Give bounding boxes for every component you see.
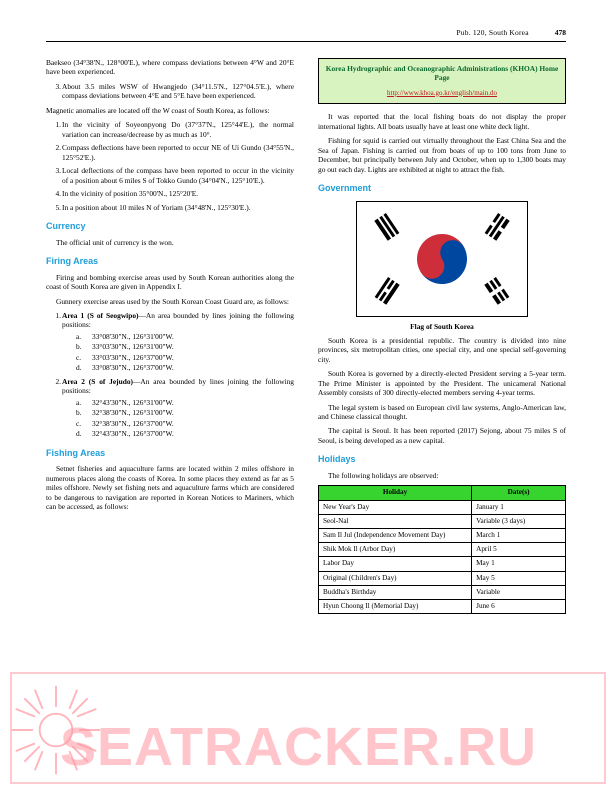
list-marker: 4. <box>55 189 61 199</box>
area-position-list <box>62 332 294 373</box>
area-title: Area 1 (S of Seogwipo) <box>62 311 139 320</box>
flag-figure <box>318 201 566 332</box>
holiday-date: April 5 <box>472 543 566 557</box>
left-column <box>46 58 294 516</box>
holidays-intro: The following holidays are observed: <box>328 470 439 480</box>
table-row <box>319 571 566 585</box>
position-text: 32°43'30"N., 126°37'00"W. <box>92 429 174 439</box>
list-item <box>62 408 294 417</box>
list-marker: 3. <box>55 166 61 176</box>
list-marker: b. <box>76 342 82 352</box>
firing-paragraph-2: Gunnery exercise areas used by the South Korean Coast Guard are, as follows: <box>56 296 289 306</box>
list-text: About 3.5 miles WSW of Hwangjedo (34°11.5'N., 127°04.5'E.), where compass deviations between 4°E and 5°E have been experienced. <box>62 81 294 101</box>
holiday-name: Shik Mok Il (Arbor Day) <box>319 543 472 557</box>
list-marker: 1. <box>55 120 61 130</box>
list-marker: 2. <box>55 143 61 153</box>
page-header <box>46 28 566 37</box>
government-paragraph-1: South Korea is a presidential republic. The country is divided into nine provinces, six metropolitan cities, one special city, and one special self-governing city. <box>318 335 566 364</box>
sun-watermark-icon <box>8 682 104 778</box>
list-text: In the vicinity of Soyeonpyong Do (37°37'N., 125°44'E.), the normal variation can increase/decrease by as much as 10°. <box>62 120 294 139</box>
table-row <box>319 600 566 614</box>
publication-label: Pub. 120, South Korea <box>456 28 529 37</box>
list-item <box>62 429 294 438</box>
list-item <box>62 363 294 372</box>
list-item <box>46 166 294 185</box>
holiday-name: Buddha's Birthday <box>319 585 472 599</box>
list-text: In a position about 10 miles N of Yoriam (34°48'N., 125°30'E.). <box>62 202 251 212</box>
holiday-date: January 1 <box>472 500 566 514</box>
fishing-paragraph-1: Setnet fisheries and aquaculture farms are located within 2 miles offshore in numerous places along the coasts of Korea. In some places they extend as far as 5 miles offshore. Newly set fishing nets and aquaculture farms which are considered to be dangerous to navigation are reported in Korean Notices to Mariners, which can be accessed, as follows: <box>46 464 294 512</box>
watermark-frame <box>10 672 606 784</box>
section-heading-fishing-areas: Fishing Areas <box>46 447 106 458</box>
holiday-date: March 1 <box>472 529 566 543</box>
holiday-name: Hyun Choong Il (Memorial Day) <box>319 600 472 614</box>
south-korea-flag-image <box>356 201 528 317</box>
column-header-dates: Date(s) <box>472 486 566 500</box>
position-text: 33°08'30"N., 126°31'00"W. <box>92 331 174 341</box>
list-marker: c. <box>76 418 82 428</box>
holiday-date: Variable <box>472 585 566 599</box>
list-item <box>46 143 294 162</box>
khoa-url-link[interactable]: http://www.khoa.go.kr/english/main.do <box>387 88 497 97</box>
khoa-homepage-box <box>318 58 566 104</box>
right-column <box>318 58 566 614</box>
list-text: Compass deflections have been reported to occur NE of Ui Gundo (34°55'N., 125°52'E.). <box>62 143 294 162</box>
position-text: 32°38'30"N., 126°37'00"W. <box>92 418 174 428</box>
holiday-name: Original (Children's Day) <box>319 571 472 585</box>
holidays-table <box>318 485 566 614</box>
list-marker: 2. <box>55 376 61 386</box>
khoa-url-wrap <box>325 88 559 98</box>
trigram-geon-icon <box>375 213 400 240</box>
area-title: Area 2 (S of Jejudo) <box>62 376 133 386</box>
area-text: —An area bounded by lines joining the following positions: <box>62 376 295 396</box>
taeguk-symbol <box>407 224 476 293</box>
list-item <box>46 189 294 198</box>
squid-fishing-paragraph: Fishing for squid is carried out virtually throughout the East China Sea and the Sea of Japan. Fishing is carried out from boats of up to 100 tons from June to December, but principally between July and October, when up to 1,300 boats may go out each day. Lights are exhibited at night to attract the fish. <box>318 136 566 174</box>
holiday-name: Sam Il Jul (Independence Movement Day) <box>319 529 472 543</box>
government-paragraph-4: The capital is Seoul. It has been reported (2017) Sejong, about 75 miles S of Seoul, is being developed as a new capital. <box>318 426 566 445</box>
table-row <box>319 543 566 557</box>
table-row <box>319 557 566 571</box>
holiday-date: June 6 <box>472 600 566 614</box>
list-marker: 3. <box>55 81 61 91</box>
position-text: 32°43'30"N., 126°31'00"W. <box>92 397 174 407</box>
section-heading-government: Government <box>318 183 372 194</box>
holiday-date: May 1 <box>472 557 566 571</box>
continued-paragraph: Baekseo (34°38'N., 128°00'E.), where compass deviations between 4°W and 20°E have been experienced. <box>46 58 294 77</box>
table-row <box>319 514 566 528</box>
holiday-date: Variable (3 days) <box>472 514 566 528</box>
list-marker: 5. <box>55 202 61 212</box>
section-heading-holidays: Holidays <box>318 454 356 465</box>
holiday-name: New Year's Day <box>319 500 472 514</box>
page-number: 478 <box>554 28 566 37</box>
flag-caption: Flag of South Korea <box>410 322 474 332</box>
list-item <box>62 353 294 362</box>
list-item <box>46 311 294 373</box>
list-text: In the vicinity of position 35°00'N., 125°20'E. <box>62 189 199 199</box>
khoa-title: Korea Hydrographic and Oceanographic Administrations (KHOA) Home Page <box>325 64 559 83</box>
trigram-ri-icon <box>375 277 400 304</box>
watermark-text: SEATRACKER.RU <box>60 717 538 777</box>
list-item <box>46 203 294 212</box>
position-text: 32°38'30"N., 126°31'00"W. <box>92 408 174 418</box>
section-heading-firing-areas: Firing Areas <box>46 256 99 267</box>
holiday-name: Seol-Nal <box>319 514 472 528</box>
trigram-gam-icon <box>485 213 510 240</box>
table-row <box>319 500 566 514</box>
header-divider <box>46 41 566 42</box>
list-marker: d. <box>76 363 82 373</box>
list-item <box>62 398 294 407</box>
list-item <box>62 419 294 428</box>
gunnery-areas-list <box>46 311 294 439</box>
list-marker: d. <box>76 429 82 439</box>
section-heading-currency: Currency <box>46 221 86 232</box>
column-header-holiday: Holiday <box>319 486 472 500</box>
holiday-name: Labor Day <box>319 557 472 571</box>
holiday-date: May 5 <box>472 571 566 585</box>
list-text: Local deflections of the compass have been reported to occur in the vicinity of a position about 6 miles S of Tokko Gundo (34°04'N., 125°10'E.). <box>62 166 294 185</box>
area-position-list <box>62 398 294 439</box>
compass-deviation-list <box>46 82 294 101</box>
magnetic-anomalies-list <box>46 120 294 212</box>
fishing-lights-paragraph: It was reported that the local fishing boats do not display the proper international lights. All boats usually have at least one white deck light. <box>318 112 566 131</box>
table-row <box>319 529 566 543</box>
position-text: 33°03'30"N., 126°31'00"W. <box>92 342 174 352</box>
list-item <box>62 342 294 351</box>
area-text: —An area bounded by lines joining the following positions: <box>62 311 294 330</box>
list-marker: a. <box>76 331 82 341</box>
firing-paragraph-1: Firing and bombing exercise areas used by South Korean authorities along the coast of South Korea are given in Appendix I. <box>46 272 294 292</box>
currency-paragraph: The official unit of currency is the won. <box>56 237 174 247</box>
magnetic-anomalies-intro: Magnetic anomalies are located off the W coast of South Korea, as follows: <box>46 105 270 115</box>
government-paragraph-3: The legal system is based on European civil law systems, Anglo-American law, and Chinese classical thought. <box>318 402 566 421</box>
list-marker: c. <box>76 352 82 362</box>
list-item <box>62 332 294 341</box>
table-row <box>319 585 566 599</box>
list-item <box>46 377 294 439</box>
list-marker: 1. <box>55 311 61 320</box>
trigram-gon-icon <box>485 277 510 304</box>
list-item <box>46 120 294 139</box>
list-marker: a. <box>76 397 82 407</box>
position-text: 33°03'30"N., 126°37'00"W. <box>92 352 174 362</box>
position-text: 33°08'30"N., 126°37'00"W. <box>92 363 174 373</box>
list-marker: b. <box>76 408 82 418</box>
list-item <box>46 82 294 101</box>
government-paragraph-2: South Korea is governed by a directly-elected President serving a 5-year term. The Prime Minister is appointed by the President. The unicameral National Assembly consists of 300 directly-elected members serving 4-year terms. <box>318 369 566 398</box>
table-header-row <box>319 486 566 500</box>
